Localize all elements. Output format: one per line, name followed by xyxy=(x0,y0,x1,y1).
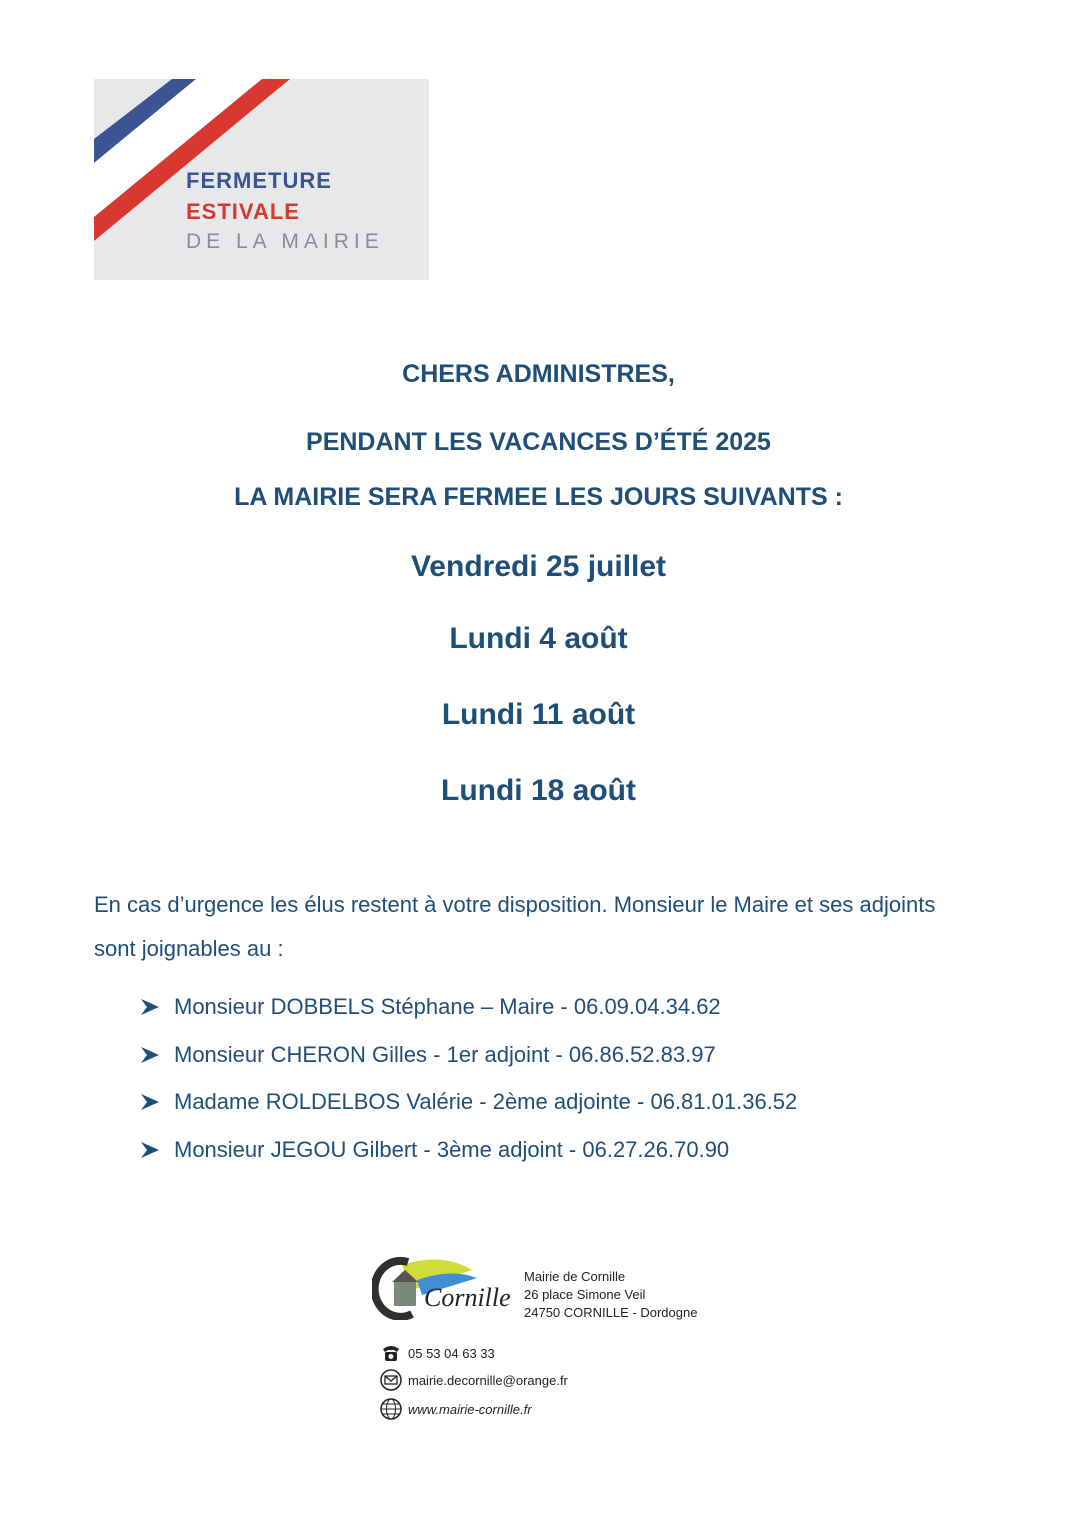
address-line: 24750 CORNILLE - Dordogne xyxy=(524,1305,698,1320)
closure-date: Lundi 11 août xyxy=(441,698,636,731)
closure-date: Lundi 18 août xyxy=(441,774,636,807)
urgence-paragraph xyxy=(94,883,1014,971)
globe-icon xyxy=(380,1398,402,1420)
contact-item xyxy=(140,1137,729,1163)
urgence-text-line-1: En cas d’urgence les élus restent à votre disposition. Monsieur le Maire et ses adjoints xyxy=(94,892,936,917)
website-link[interactable]: www.mairie-cornille.fr xyxy=(408,1401,532,1417)
closure-banner xyxy=(94,79,429,280)
arrow-bullet-icon xyxy=(140,1093,160,1111)
banner-line-3: DE LA MAIRIE xyxy=(186,230,384,253)
contact-item xyxy=(140,1089,797,1115)
footer-website xyxy=(380,1398,532,1420)
contact-item xyxy=(140,1042,716,1068)
arrow-bullet-icon xyxy=(140,1141,160,1159)
contact-text: Monsieur JEGOU Gilbert - 3ème adjoint - 06.27.26.70.90 xyxy=(174,1137,730,1162)
footer-phone xyxy=(380,1342,495,1364)
envelope-icon xyxy=(380,1369,402,1391)
arrow-bullet-icon xyxy=(140,998,160,1016)
address-line: 26 place Simone Veil xyxy=(524,1287,646,1302)
greeting: CHERS ADMINISTRES, xyxy=(402,360,675,388)
urgence-text-line-2: sont joignables au : xyxy=(94,936,284,961)
cornille-logo xyxy=(372,1250,512,1320)
contact-text: Monsieur DOBBELS Stéphane – Maire - 06.09.04.34.62 xyxy=(174,994,721,1019)
phone-text: 05 53 04 63 33 xyxy=(408,1345,495,1361)
closure-date: Vendredi 25 juillet xyxy=(410,550,667,583)
address-line: Mairie de Cornille xyxy=(524,1269,626,1284)
phone-icon xyxy=(380,1342,402,1364)
contact-text: Madame ROLDELBOS Valérie - 2ème adjointe - 06.81.01.36.52 xyxy=(174,1089,798,1114)
closure-date: Lundi 4 août xyxy=(449,622,628,655)
contact-text: Monsieur CHERON Gilles - 1er adjoint - 06.86.52.83.97 xyxy=(174,1042,716,1067)
banner-line-2: ESTIVALE xyxy=(186,199,300,224)
footer-email xyxy=(380,1369,568,1391)
banner-line-1: FERMETURE xyxy=(186,168,332,193)
contact-item xyxy=(140,994,721,1020)
notice-line-1: PENDANT LES VACANCES D’ÉTÉ 2025 xyxy=(306,428,771,456)
arrow-bullet-icon xyxy=(140,1046,160,1064)
logo-text: Cornille xyxy=(424,1283,511,1312)
notice-line-2: LA MAIRIE SERA FERMEE LES JOURS SUIVANTS : xyxy=(234,483,843,511)
email-link[interactable]: mairie.decornille@orange.fr xyxy=(408,1372,568,1388)
